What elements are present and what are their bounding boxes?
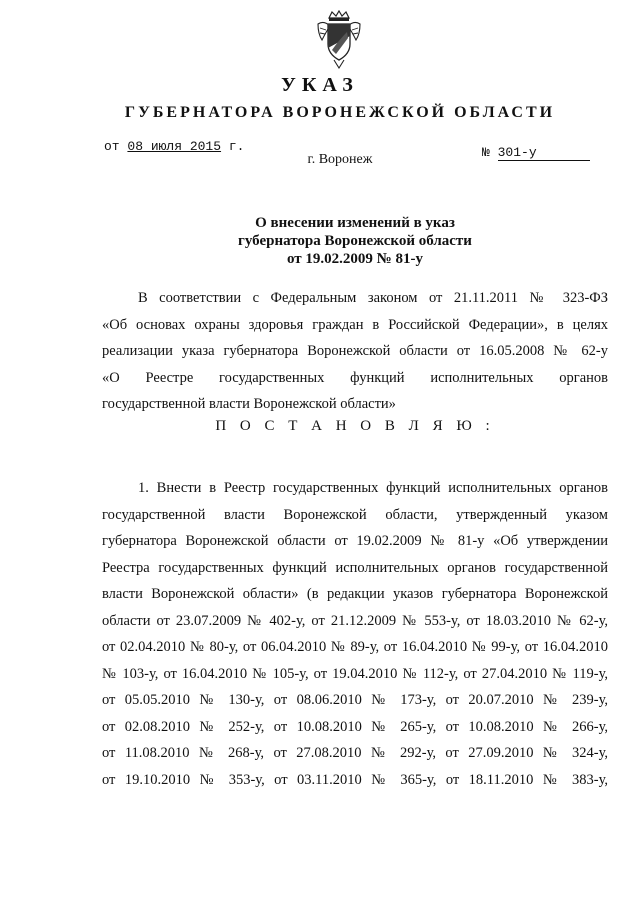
issuer-title: ГУБЕРНАТОРА ВОРОНЕЖСКОЙ ОБЛАСТИ — [124, 104, 556, 121]
subject-line: О внесении изменений в указ — [255, 215, 455, 231]
preamble-paragraph — [102, 285, 608, 418]
item-line: от 19.10.2010 № 353-у, от 03.11.2010 № 365-у, от 18.11.2010 № 383-у, — [102, 771, 608, 788]
preamble-line: В соответствии с Федеральным законом от 21.11.2011 № 323-ФЗ — [138, 290, 608, 306]
item-line: 1. Внести в Реестр государственных функций исполнительных органов — [138, 480, 608, 496]
number-prefix: № — [482, 145, 490, 160]
date-prefix: от — [104, 139, 120, 154]
subject-line: от 19.02.2009 № 81-у — [287, 251, 423, 267]
item-line: государственной власти Воронежской области, утвержденный указом — [102, 506, 608, 523]
item-line: № 103-у, от 16.04.2010 № 105-у, от 19.04.2010 № 112-у, от 27.04.2010 № 119-у, — [102, 665, 608, 682]
number-value: 301-у — [498, 145, 590, 161]
preamble-line: реализации указа губернатора Воронежской области от 16.05.2008 № 62-у — [102, 343, 608, 359]
item-line: от 05.05.2010 № 130-у, от 08.06.2010 № 173-у, от 20.07.2010 № 239-у, — [102, 692, 608, 708]
item-1-paragraph — [102, 475, 608, 793]
item-line: от 11.08.2010 № 268-у, от 27.08.2010 № 292-у, от 27.09.2010 № 324-у, — [102, 745, 608, 761]
preamble-line: государственной власти Воронежской области» — [102, 396, 396, 412]
date-value: 08 июля 2015 — [127, 139, 222, 154]
date-suffix: г. — [228, 139, 245, 154]
preamble-line: «О Реестре государственных функций исполнительных органов — [102, 369, 608, 386]
item-line: области от 23.07.2009 № 402-у, от 21.12.2009 № 553-у, от 18.03.2010 № 62-у, — [102, 612, 608, 629]
document-title: УКАЗ — [281, 74, 359, 96]
coat-of-arms-emblem — [312, 10, 366, 70]
item-line: от 02.08.2010 № 252-у, от 10.08.2010 № 265-у, от 10.08.2010 № 266-у, — [102, 718, 608, 735]
item-line: Реестра государственных функций исполнительных органов государственной — [102, 559, 608, 576]
city: г. Воронеж — [307, 152, 373, 167]
item-line: от 02.04.2010 № 80-у, от 06.04.2010 № 89-у, от 16.04.2010 № 99-у, от 16.04.2010 — [102, 639, 608, 655]
item-line: губернатора Воронежской области от 19.02.2009 № 81-у «Об утверждении — [102, 533, 608, 549]
subject-heading — [0, 214, 640, 268]
decree-word: П О С Т А Н О В Л Я Ю : — [215, 418, 495, 434]
item-line: власти Воронежской области» (в редакции указов губернатора Воронежской — [102, 586, 608, 602]
subject-line: губернатора Воронежской области — [238, 233, 472, 249]
preamble-line: «Об основах охраны здоровья граждан в Российской Федерации», в целях — [102, 316, 608, 333]
